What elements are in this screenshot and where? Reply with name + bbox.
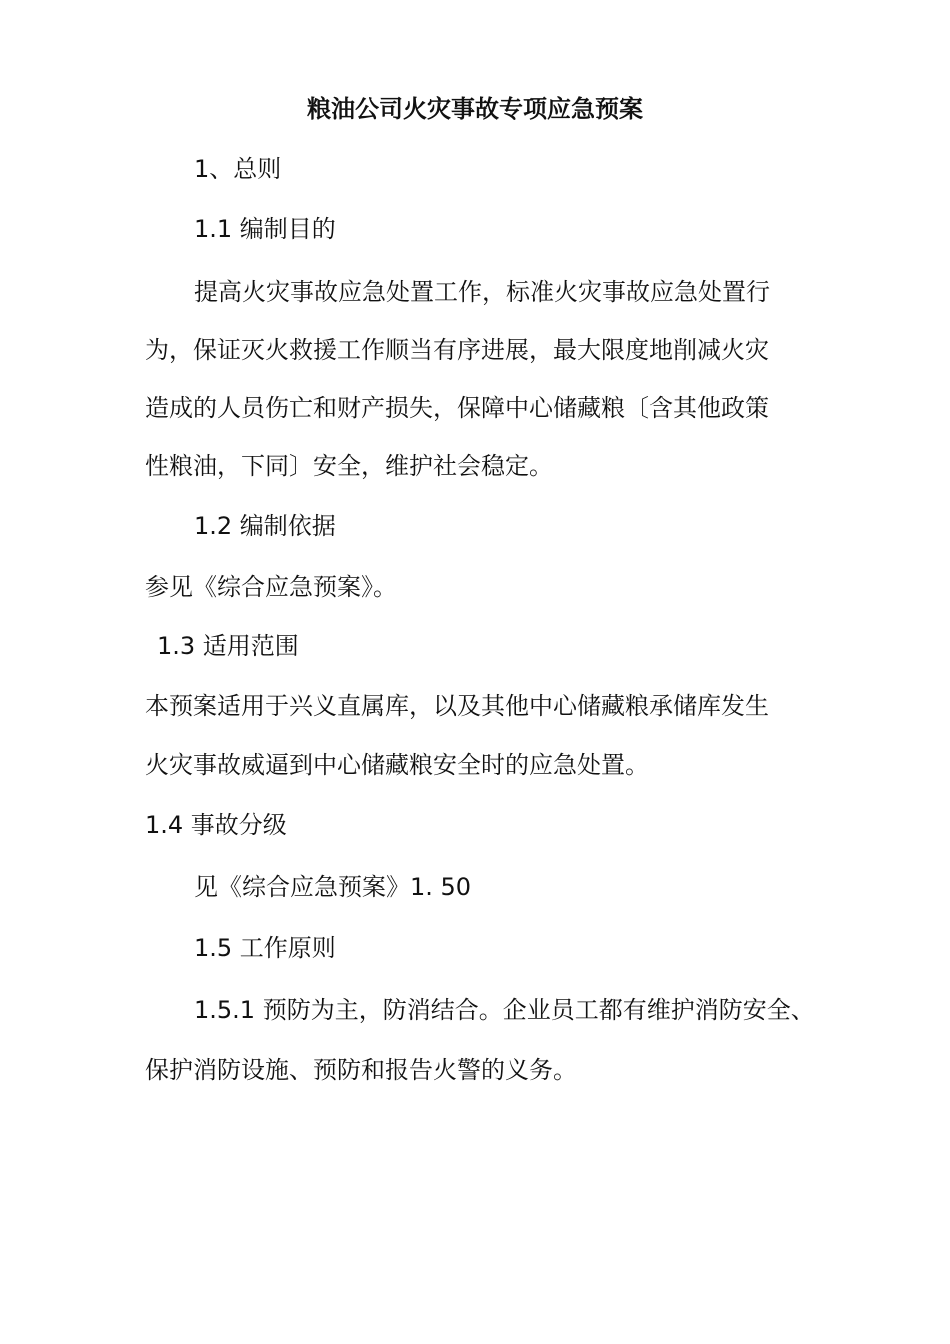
subsection-heading-purpose: 1.1 编制目的: [194, 215, 336, 243]
paragraph-line: 见《综合应急预案》1. 50: [194, 873, 472, 901]
paragraph-line: 保护消防设施、预防和报告火警的义务。: [145, 1056, 577, 1084]
section-heading-general: 1、总则: [194, 155, 282, 183]
paragraph-line: 1.5.1 预防为主，防消结合。企业员工都有维护消防安全、: [194, 996, 815, 1024]
paragraph-line: 为，保证灭火救援工作顺当有序进展，最大限度地削减火灾: [145, 336, 769, 364]
paragraph-line: 参见《综合应急预案》。: [145, 573, 397, 601]
document-title: 粮油公司火灾事故专项应急预案: [307, 95, 643, 123]
paragraph-line: 造成的人员伤亡和财产损失，保障中心储藏粮〔含其他政策: [145, 394, 769, 422]
paragraph-line: 提高火灾事故应急处置工作，标准火灾事故应急处置行: [194, 278, 770, 306]
paragraph-line: 火灾事故威逼到中心储藏粮安全时的应急处置。: [145, 751, 649, 779]
subsection-heading-basis: 1.2 编制依据: [194, 512, 336, 540]
paragraph-line: 性粮油，下同〕安全，维护社会稳定。: [145, 452, 553, 480]
paragraph-line: 本预案适用于兴义直属库，以及其他中心储藏粮承储库发生: [145, 692, 769, 720]
subsection-heading-principles: 1.5 工作原则: [194, 934, 336, 962]
subsection-heading-classification: 1.4 事故分级: [145, 811, 287, 839]
subsection-heading-scope: 1.3 适用范围: [157, 632, 299, 660]
